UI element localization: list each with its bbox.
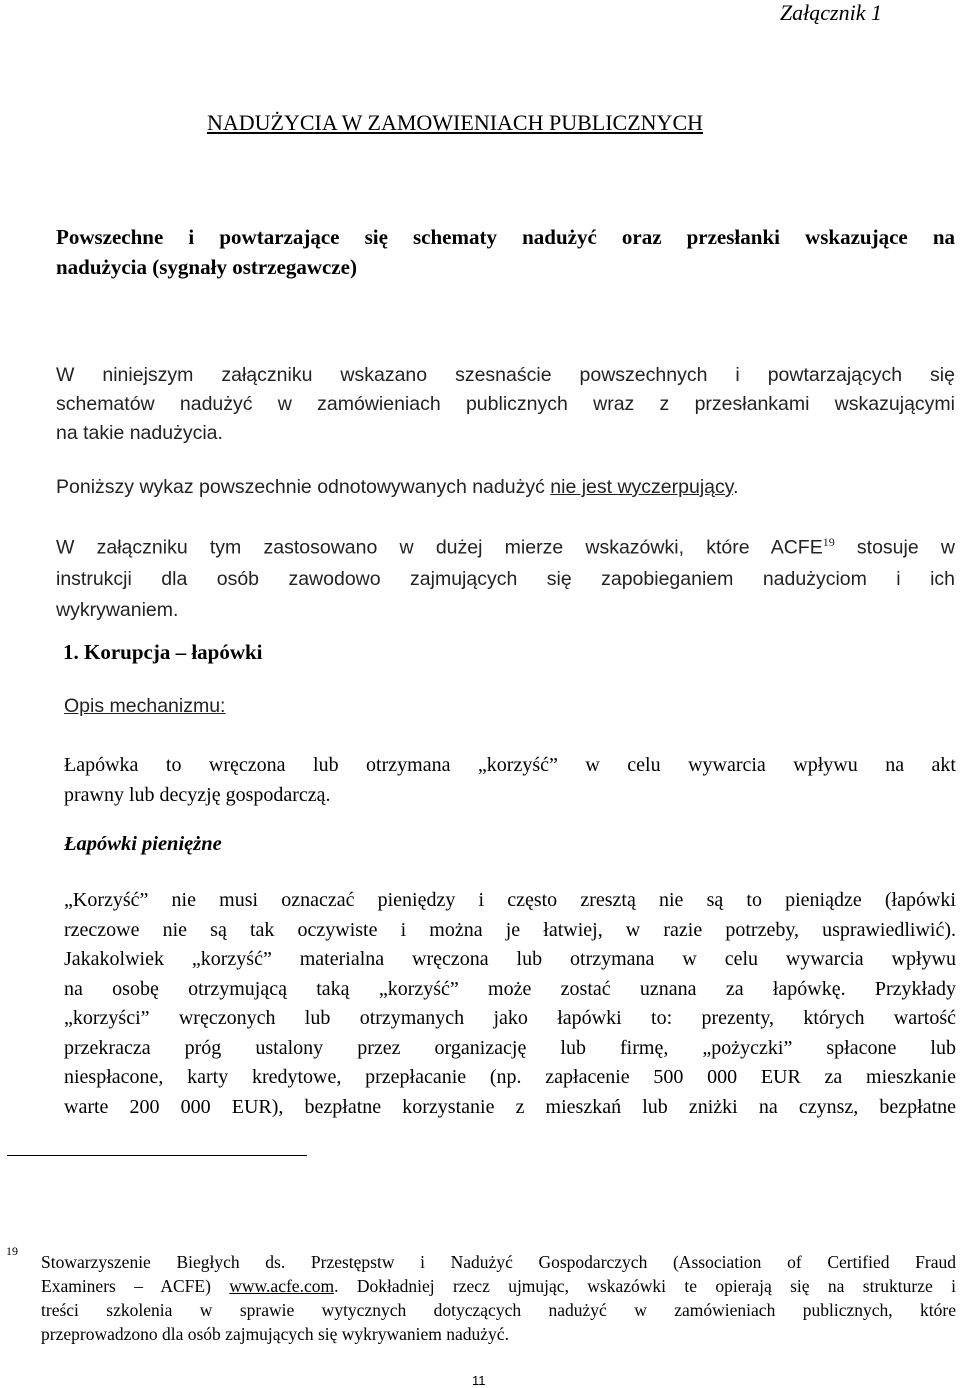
- bribes-body: [64, 886, 956, 1122]
- sub-heading: Łapówki pieniężne: [64, 833, 222, 855]
- section-heading: 1. Korupcja – łapówki: [63, 640, 263, 664]
- page-number: 11: [472, 1373, 486, 1388]
- note-underlined: nie jest wyczerpujący: [550, 476, 734, 498]
- footnote-ref: 19: [822, 535, 835, 549]
- section-subtitle: [56, 222, 955, 282]
- intro-line-1: W niniejszym załączniku wskazano szesnaście powszechnych i powtarzających się: [56, 364, 955, 386]
- footnote-number: 19: [6, 1244, 18, 1258]
- definition-line-2: prawny lub decyzję gospodarczą.: [64, 784, 331, 806]
- acfe-line-2: instrukcji dla osób zawodowo zajmujących się zapobieganiem nadużyciom i ich: [56, 567, 955, 590]
- footnote-line-4: przeprowadzono dla osób zajmujących się wykrywaniem nadużyć.: [41, 1324, 509, 1344]
- body-line: warte 200 000 EUR), bezpłatne korzystanie z mieszkań lub zniżki na czynsz, bezpłatne: [64, 1095, 956, 1118]
- footnote-separator: [7, 1155, 307, 1156]
- acfe-line-3: wykrywaniem.: [56, 598, 179, 621]
- body-line: „Korzyść” nie musi oznaczać pieniędzy i często zresztą nie są to pieniądze (łapówki: [64, 889, 956, 911]
- subtitle-line-1: Powszechne i powtarzające się schematy nadużyć oraz przesłanki wskazujące na: [56, 225, 955, 249]
- note-suffix: .: [733, 476, 739, 498]
- body-line: przekracza próg ustalony przez organizację lub firmę, „pożyczki” spłacone lub: [64, 1036, 956, 1059]
- footnote-line-2: Examiners – ACFE) www.acfe.com. Dokładniej rzecz ujmując, wskazówki te opierają się na strukturze i: [41, 1276, 956, 1296]
- intro-line-2: schematów nadużyć w zamówieniach publicznych wraz z przesłankami wskazującymi: [56, 393, 955, 415]
- intro-line-3: na takie nadużycia.: [56, 422, 223, 444]
- note-prefix: Poniższy wykaz powszechnie odnotowywanych nadużyć: [56, 476, 551, 498]
- footnote-line-3: treści szkolenia w sprawie wytycznych dotyczących nadużyć w zamówieniach publicznych, które: [41, 1300, 956, 1320]
- body-line: niespłacone, karty kredytowe, przepłacanie (np. zapłacenie 500 000 EUR za mieszkanie: [64, 1066, 956, 1088]
- page-title: NADUŻYCIA W ZAMOWIENIACH PUBLICZNYCH: [207, 110, 703, 135]
- acfe-paragraph: [56, 527, 955, 626]
- bribe-definition: [64, 750, 956, 810]
- body-line: „korzyści” wręczonych lub otrzymanych jako łapówki to: prezenty, których wartość: [64, 1007, 956, 1029]
- definition-line-1: Łapówka to wręczona lub otrzymana „korzyść” w celu wywarcia wpływu na akt: [64, 754, 956, 776]
- acfe-link[interactable]: www.acfe.com: [229, 1276, 335, 1296]
- intro-paragraph: [56, 361, 955, 448]
- footnote-text: [41, 1250, 956, 1346]
- attachment-label: Załącznik 1: [779, 0, 882, 25]
- mechanism-label: Opis mechanizmu:: [64, 695, 226, 717]
- body-line: rzeczowe nie są tak oczywiste i można je łatwiej, w razie potrzeby, usprawiedliwić).: [64, 918, 956, 941]
- body-line: na osobę otrzymującą taką „korzyść” może zostać uznana za łapówkę. Przykłady: [64, 977, 956, 1000]
- footnote-line-1: Stowarzyszenie Biegłych ds. Przestępstw i Nadużyć Gospodarczych (Association of Certified Fraud: [41, 1252, 956, 1272]
- subtitle-line-2: nadużycia (sygnały ostrzegawcze): [56, 255, 357, 279]
- acfe-line-1: W załączniku tym zastosowano w dużej mierze wskazówki, które ACFE$^{19}$ stosuje w: [56, 535, 955, 559]
- body-line: Jakakolwiek „korzyść” materialna wręczona lub otrzymana w celu wywarcia wpływu: [64, 948, 956, 970]
- not-exhaustive-note: [56, 473, 738, 502]
